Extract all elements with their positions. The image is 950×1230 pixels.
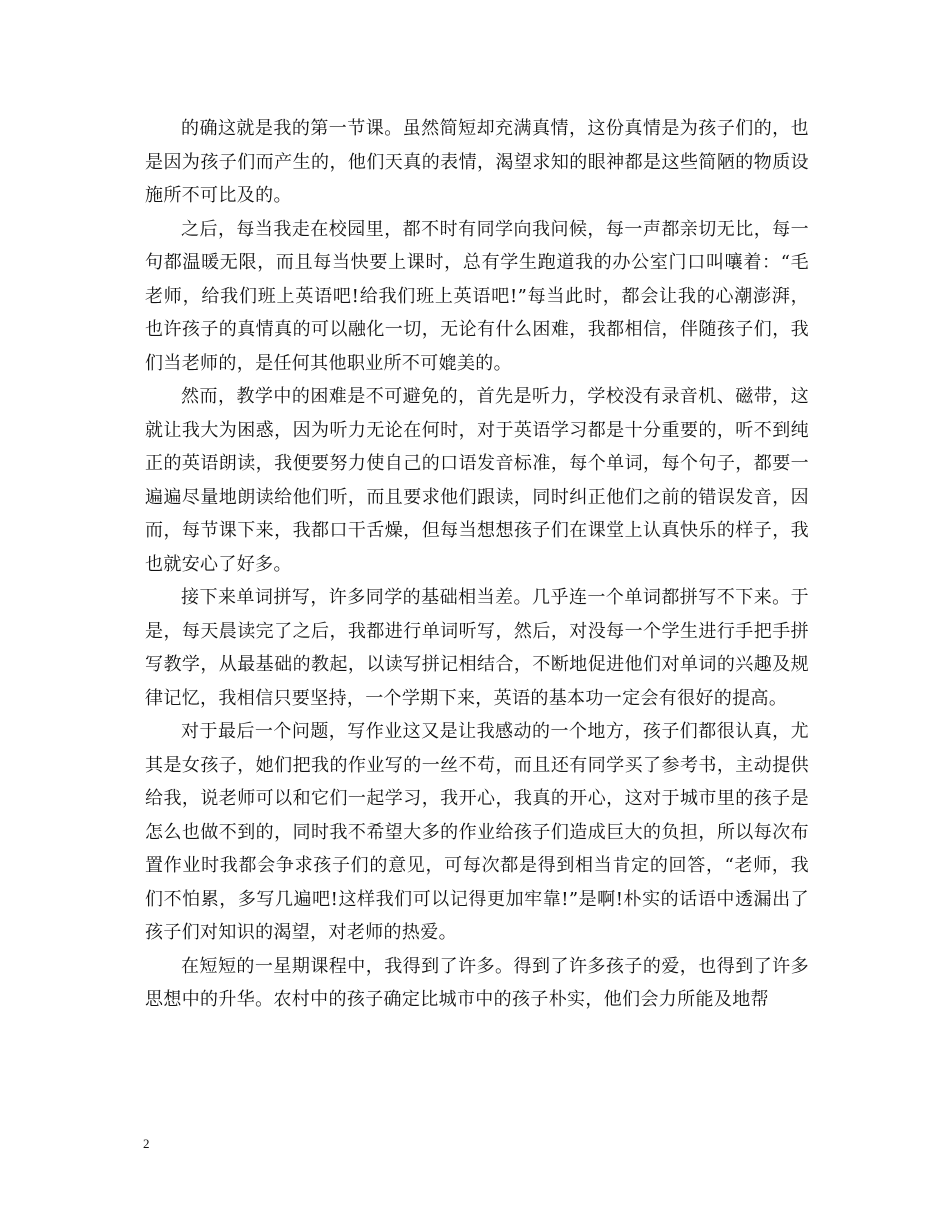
paragraph-3: 然而，教学中的困难是不可避免的，首先是听力，学校没有录音机、磁带，这就让我大为困惑，因为听力无论在何时，对于英语学习都是十分重要的，听不到纯正的英语朗读，我便要努力使自己的口语发音标准，每个单词，每个句子，都要一遍遍尽量地朗读给他们听，而且要求他们跟读，同时纠正他们之前的错误发音，因而，每节课下来，我都口干舌燥，但每当想想孩子们在课堂上认真快乐的样子，我也就安心了好多。 [145, 386, 809, 575]
paragraph-1: 的确这就是我的第一节课。虽然简短却充满真情，这份真情是为孩子们的，也是因为孩子们而产生的，他们天真的表情，渴望求知的眼神都是这些简陋的物质设施所不可比及的。 [145, 118, 809, 206]
page-number: 2 [143, 1136, 150, 1151]
paragraph-2: 之后，每当我走在校园里，都不时有同学向我问候，每一声都亲切无比，每一句都温暖无限，而且每当快要上课时，总有学生跑道我的办公室门口叫嚷着：“毛老师，给我们班上英语吧!给我们班上英语吧!”每当此时，都会让我的心潮澎湃，也许孩子的真情真的可以融化一切，无论有什么困难，我都相信，伴随孩子们，我们当老师的，是任何其他职业所不可媲美的。 [145, 218, 809, 374]
paragraph-5: 对于最后一个问题，写作业这又是让我感动的一个地方，孩子们都很认真，尤其是女孩子，她们把我的作业写的一丝不苟，而且还有同学买了参考书，主动提供给我，说老师可以和它们一起学习，我开心，我真的开心，这对于城市里的孩子是怎么也做不到的，同时我不希望大多的作业给孩子们造成巨大的负担，所以每次布置作业时我都会争求孩子们的意见，可每次都是得到相当肯定的回答，“老师，我们不怕累，多写几遍吧!这样我们可以记得更加牢靠!”是啊!朴实的话语中透漏出了孩子们对知识的渴望，对老师的热爱。 [145, 721, 809, 943]
paragraph-4: 接下来单词拼写，许多同学的基础相当差。几乎连一个单词都拼写不下来。于是，每天晨读完了之后，我都进行单词听写，然后，对没每一个学生进行手把手拼写教学，从最基础的教起，以读写拼记相结合，不断地促进他们对单词的兴趣及规律记忆，我相信只要坚持，一个学期下来，英语的基本功一定会有很好的提高。 [145, 587, 809, 709]
document-body [145, 112, 809, 1017]
paragraph-6: 在短短的一星期课程中，我得到了许多。得到了许多孩子的爱，也得到了许多思想中的升华。农村中的孩子确定比城市中的孩子朴实，他们会力所能及地帮 [145, 955, 809, 1010]
